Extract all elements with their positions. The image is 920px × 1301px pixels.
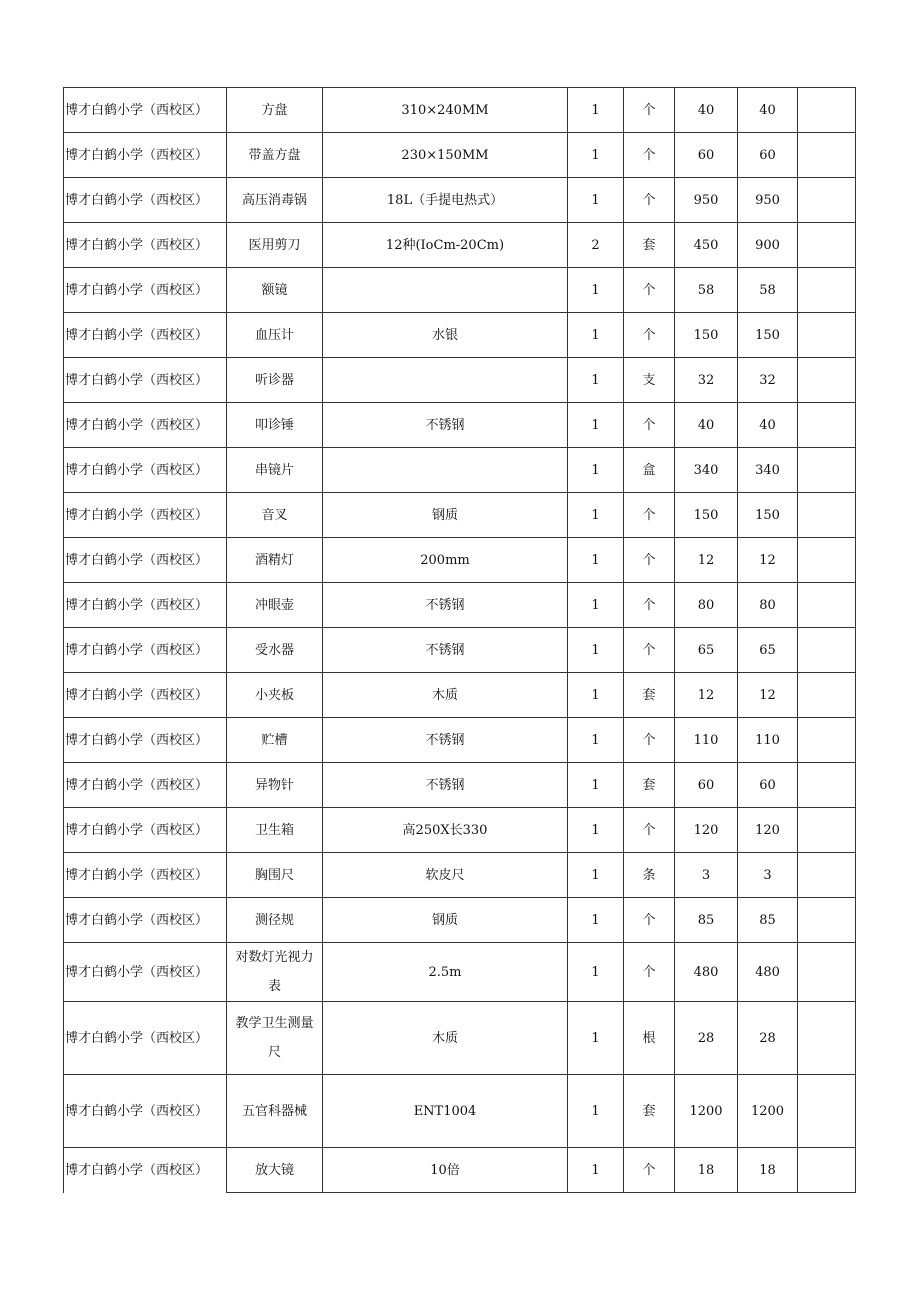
note-cell [798, 673, 856, 718]
item-name-cell: 测径规 [227, 898, 323, 943]
school-cell: 博才白鹤小学（西校区） [64, 358, 227, 403]
school-cell: 博才白鹤小学（西校区） [64, 943, 227, 1002]
school-cell: 博才白鹤小学（西校区） [64, 88, 227, 133]
item-name-cell: 异物针 [227, 763, 323, 808]
note-cell [798, 358, 856, 403]
spec-cell [323, 268, 568, 313]
unit-price-cell: 12 [675, 673, 738, 718]
total-cell: 150 [738, 493, 798, 538]
unit-price-cell: 3 [675, 853, 738, 898]
table-row [64, 763, 856, 808]
table-body [64, 88, 856, 1193]
table-row [64, 223, 856, 268]
note-cell [798, 538, 856, 583]
unit-price-cell: 40 [675, 403, 738, 448]
note-cell [798, 133, 856, 178]
unit-cell: 个 [624, 943, 675, 1002]
item-name-cell: 方盘 [227, 88, 323, 133]
item-name-cell: 带盖方盘 [227, 133, 323, 178]
quantity-cell: 1 [568, 1148, 624, 1193]
note-cell [798, 223, 856, 268]
total-cell: 28 [738, 1002, 798, 1075]
spec-cell: 200mm [323, 538, 568, 583]
table-row [64, 178, 856, 223]
total-cell: 480 [738, 943, 798, 1002]
quantity-cell: 1 [568, 718, 624, 763]
note-cell [798, 178, 856, 223]
item-name-cell: 教学卫生测量尺 [227, 1002, 323, 1075]
unit-cell: 个 [624, 133, 675, 178]
spec-cell: 高250X长330 [323, 808, 568, 853]
total-cell: 40 [738, 88, 798, 133]
item-name-cell: 额镜 [227, 268, 323, 313]
table-row [64, 718, 856, 763]
note-cell [798, 853, 856, 898]
school-cell: 博才白鹤小学（西校区） [64, 853, 227, 898]
quantity-cell: 1 [568, 763, 624, 808]
unit-cell: 条 [624, 853, 675, 898]
unit-price-cell: 150 [675, 493, 738, 538]
spec-cell: 12种(IoCm-20Cm) [323, 223, 568, 268]
total-cell: 40 [738, 403, 798, 448]
school-cell: 博才白鹤小学（西校区） [64, 763, 227, 808]
total-cell: 950 [738, 178, 798, 223]
item-name-cell: 五官科器械 [227, 1075, 323, 1148]
spec-cell: 水银 [323, 313, 568, 358]
note-cell [798, 493, 856, 538]
total-cell: 60 [738, 133, 798, 178]
table-row [64, 268, 856, 313]
item-name-cell: 冲眼壶 [227, 583, 323, 628]
table-row [64, 1148, 856, 1193]
total-cell: 150 [738, 313, 798, 358]
item-name-cell: 受水器 [227, 628, 323, 673]
item-name-cell: 听诊器 [227, 358, 323, 403]
school-cell: 博才白鹤小学（西校区） [64, 673, 227, 718]
item-name-cell: 叩诊锤 [227, 403, 323, 448]
unit-cell: 个 [624, 808, 675, 853]
item-name-cell: 胸围尺 [227, 853, 323, 898]
quantity-cell: 1 [568, 673, 624, 718]
school-cell: 博才白鹤小学（西校区） [64, 268, 227, 313]
unit-price-cell: 110 [675, 718, 738, 763]
unit-price-cell: 150 [675, 313, 738, 358]
total-cell: 18 [738, 1148, 798, 1193]
note-cell [798, 1075, 856, 1148]
quantity-cell: 1 [568, 313, 624, 358]
unit-price-cell: 12 [675, 538, 738, 583]
unit-cell: 个 [624, 1148, 675, 1193]
total-cell: 120 [738, 808, 798, 853]
quantity-cell: 1 [568, 853, 624, 898]
note-cell [798, 268, 856, 313]
quantity-cell: 1 [568, 943, 624, 1002]
total-cell: 58 [738, 268, 798, 313]
total-cell: 900 [738, 223, 798, 268]
table-row [64, 898, 856, 943]
quantity-cell: 1 [568, 133, 624, 178]
item-name-cell: 音叉 [227, 493, 323, 538]
total-cell: 110 [738, 718, 798, 763]
unit-price-cell: 950 [675, 178, 738, 223]
unit-price-cell: 60 [675, 133, 738, 178]
note-cell [798, 313, 856, 358]
unit-price-cell: 60 [675, 763, 738, 808]
note-cell [798, 628, 856, 673]
note-cell [798, 88, 856, 133]
quantity-cell: 1 [568, 808, 624, 853]
unit-price-cell: 340 [675, 448, 738, 493]
spec-cell: 18L（手提电热式） [323, 178, 568, 223]
spec-cell: 钢质 [323, 898, 568, 943]
item-name-cell: 医用剪刀 [227, 223, 323, 268]
school-cell: 博才白鹤小学（西校区） [64, 313, 227, 358]
school-cell: 博才白鹤小学（西校区） [64, 808, 227, 853]
table-row [64, 538, 856, 583]
total-cell: 32 [738, 358, 798, 403]
unit-price-cell: 65 [675, 628, 738, 673]
school-cell: 博才白鹤小学（西校区） [64, 1002, 227, 1075]
table-row [64, 493, 856, 538]
unit-price-cell: 1200 [675, 1075, 738, 1148]
unit-cell: 套 [624, 673, 675, 718]
quantity-cell: 1 [568, 493, 624, 538]
quantity-cell: 1 [568, 403, 624, 448]
unit-cell: 个 [624, 493, 675, 538]
spec-cell [323, 358, 568, 403]
table-row [64, 313, 856, 358]
unit-cell: 个 [624, 313, 675, 358]
note-cell [798, 718, 856, 763]
note-cell [798, 943, 856, 1002]
quantity-cell: 1 [568, 628, 624, 673]
note-cell [798, 403, 856, 448]
spec-cell: 不锈钢 [323, 403, 568, 448]
spec-cell [323, 448, 568, 493]
unit-price-cell: 85 [675, 898, 738, 943]
spec-cell: 2.5m [323, 943, 568, 1002]
item-name-cell: 串镜片 [227, 448, 323, 493]
item-name-cell: 卫生箱 [227, 808, 323, 853]
unit-price-cell: 32 [675, 358, 738, 403]
unit-cell: 个 [624, 403, 675, 448]
unit-cell: 个 [624, 718, 675, 763]
table-row [64, 853, 856, 898]
unit-cell: 个 [624, 178, 675, 223]
unit-cell: 个 [624, 628, 675, 673]
note-cell [798, 1002, 856, 1075]
quantity-cell: 1 [568, 1075, 624, 1148]
spec-cell: 软皮尺 [323, 853, 568, 898]
unit-price-cell: 58 [675, 268, 738, 313]
unit-cell: 支 [624, 358, 675, 403]
unit-cell: 套 [624, 223, 675, 268]
table-row [64, 673, 856, 718]
school-cell: 博才白鹤小学（西校区） [64, 898, 227, 943]
unit-cell: 个 [624, 583, 675, 628]
school-cell: 博才白鹤小学（西校区） [64, 1148, 227, 1193]
unit-cell: 个 [624, 268, 675, 313]
table-row [64, 1075, 856, 1148]
unit-price-cell: 28 [675, 1002, 738, 1075]
item-name-cell: 贮槽 [227, 718, 323, 763]
school-cell: 博才白鹤小学（西校区） [64, 1075, 227, 1148]
spec-cell: 310×240MM [323, 88, 568, 133]
school-cell: 博才白鹤小学（西校区） [64, 403, 227, 448]
note-cell [798, 763, 856, 808]
item-name-cell: 酒精灯 [227, 538, 323, 583]
total-cell: 1200 [738, 1075, 798, 1148]
unit-price-cell: 40 [675, 88, 738, 133]
school-cell: 博才白鹤小学（西校区） [64, 628, 227, 673]
unit-price-cell: 120 [675, 808, 738, 853]
unit-price-cell: 480 [675, 943, 738, 1002]
spec-cell: 不锈钢 [323, 583, 568, 628]
note-cell [798, 448, 856, 493]
table-row [64, 448, 856, 493]
total-cell: 340 [738, 448, 798, 493]
spec-cell: 230×150MM [323, 133, 568, 178]
table-row [64, 88, 856, 133]
item-name-cell: 小夹板 [227, 673, 323, 718]
spec-cell: 不锈钢 [323, 763, 568, 808]
unit-price-cell: 80 [675, 583, 738, 628]
school-cell: 博才白鹤小学（西校区） [64, 133, 227, 178]
spec-cell: 木质 [323, 1002, 568, 1075]
unit-price-cell: 450 [675, 223, 738, 268]
unit-cell: 个 [624, 538, 675, 583]
school-cell: 博才白鹤小学（西校区） [64, 538, 227, 583]
table-row [64, 133, 856, 178]
unit-cell: 个 [624, 88, 675, 133]
table-row [64, 1002, 856, 1075]
total-cell: 60 [738, 763, 798, 808]
quantity-cell: 1 [568, 583, 624, 628]
unit-cell: 盒 [624, 448, 675, 493]
note-cell [798, 583, 856, 628]
school-cell: 博才白鹤小学（西校区） [64, 493, 227, 538]
spec-cell: 不锈钢 [323, 718, 568, 763]
unit-cell: 套 [624, 1075, 675, 1148]
total-cell: 85 [738, 898, 798, 943]
item-name-cell: 血压计 [227, 313, 323, 358]
table-row [64, 403, 856, 448]
spec-cell: 木质 [323, 673, 568, 718]
school-cell: 博才白鹤小学（西校区） [64, 223, 227, 268]
unit-price-cell: 18 [675, 1148, 738, 1193]
table-row [64, 583, 856, 628]
total-cell: 3 [738, 853, 798, 898]
note-cell [798, 808, 856, 853]
spec-cell: ENT1004 [323, 1075, 568, 1148]
quantity-cell: 2 [568, 223, 624, 268]
unit-cell: 套 [624, 763, 675, 808]
table-row [64, 808, 856, 853]
quantity-cell: 1 [568, 898, 624, 943]
quantity-cell: 1 [568, 1002, 624, 1075]
school-cell: 博才白鹤小学（西校区） [64, 448, 227, 493]
note-cell [798, 898, 856, 943]
school-cell: 博才白鹤小学（西校区） [64, 583, 227, 628]
spec-cell: 10倍 [323, 1148, 568, 1193]
quantity-cell: 1 [568, 538, 624, 583]
quantity-cell: 1 [568, 88, 624, 133]
school-cell: 博才白鹤小学（西校区） [64, 178, 227, 223]
quantity-cell: 1 [568, 448, 624, 493]
total-cell: 12 [738, 673, 798, 718]
equipment-table [63, 87, 856, 1193]
note-cell [798, 1148, 856, 1193]
unit-cell: 个 [624, 898, 675, 943]
quantity-cell: 1 [568, 178, 624, 223]
item-name-cell: 对数灯光视力表 [227, 943, 323, 1002]
spec-cell: 钢质 [323, 493, 568, 538]
unit-cell: 根 [624, 1002, 675, 1075]
total-cell: 65 [738, 628, 798, 673]
school-cell: 博才白鹤小学（西校区） [64, 718, 227, 763]
item-name-cell: 高压消毒锅 [227, 178, 323, 223]
item-name-cell: 放大镜 [227, 1148, 323, 1193]
spec-cell: 不锈钢 [323, 628, 568, 673]
quantity-cell: 1 [568, 268, 624, 313]
table-row [64, 358, 856, 403]
table-row [64, 628, 856, 673]
table-row [64, 943, 856, 1002]
quantity-cell: 1 [568, 358, 624, 403]
total-cell: 12 [738, 538, 798, 583]
total-cell: 80 [738, 583, 798, 628]
